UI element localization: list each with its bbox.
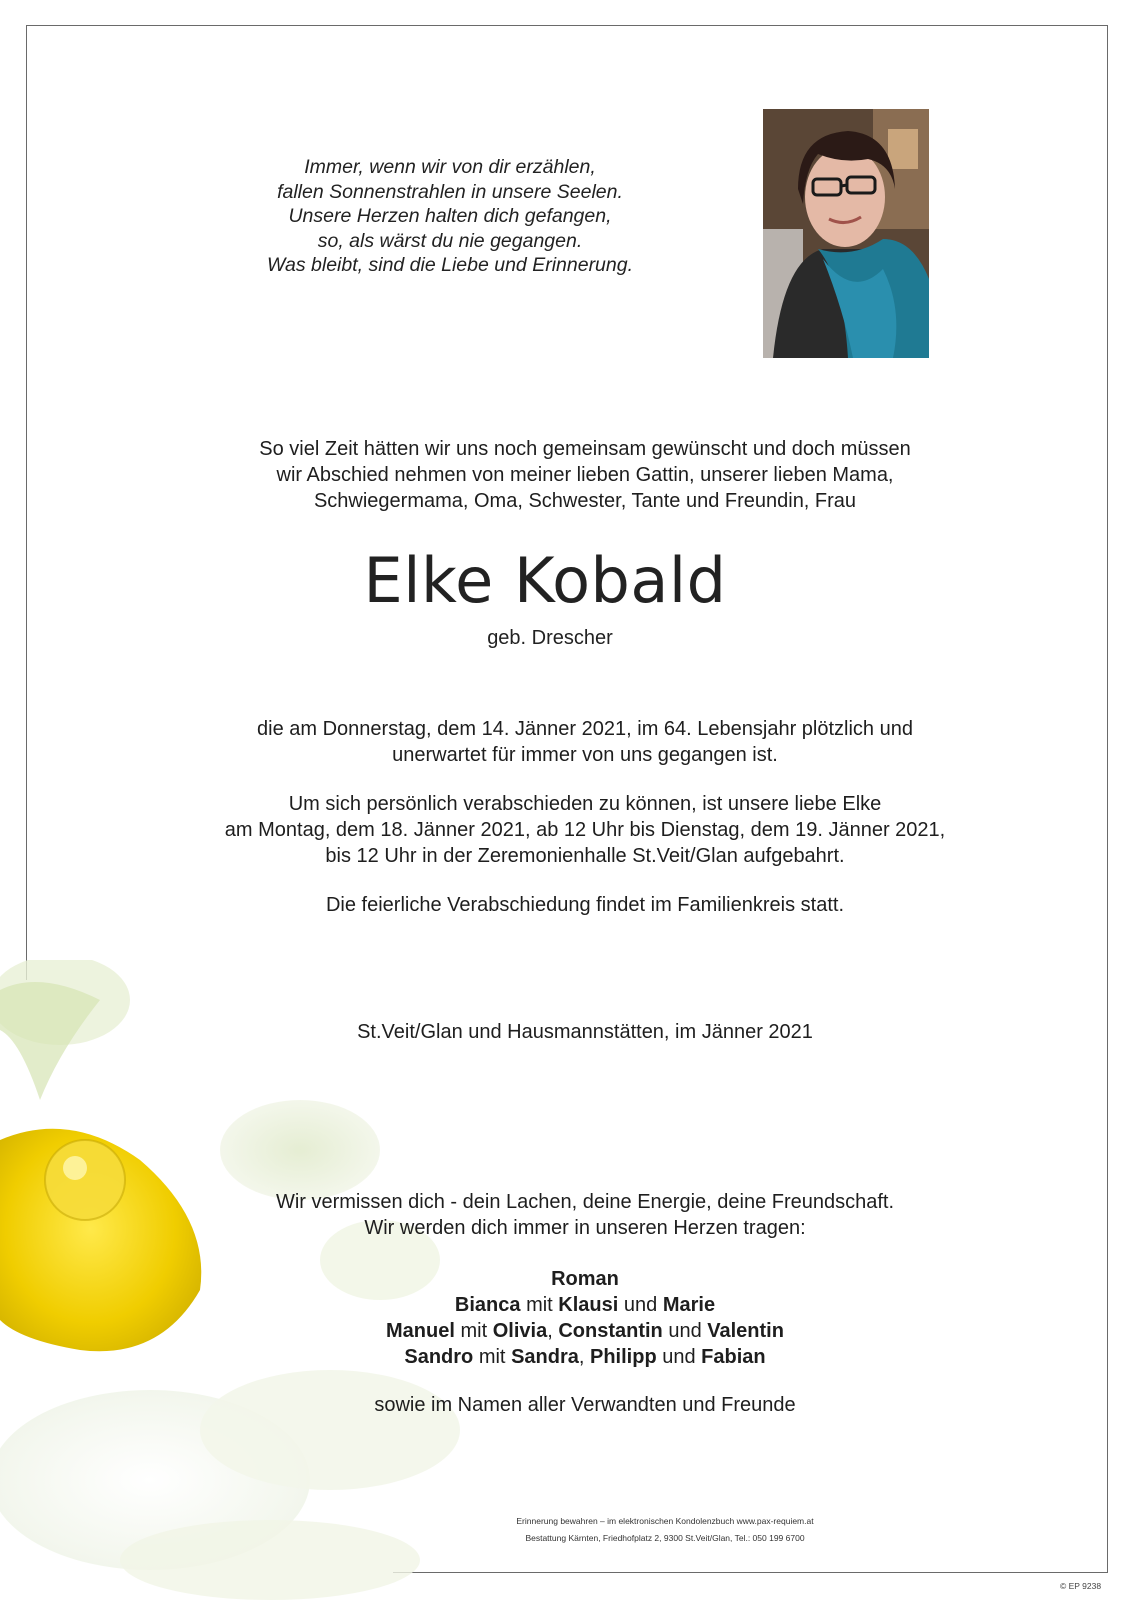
wake-notice [120, 791, 1050, 869]
place-and-date: St.Veit/Glan und Hausmannstätten, im Jänner 2021 [357, 1021, 813, 1043]
relatives-note: sowie im Namen aller Verwandten und Freunde [374, 1394, 796, 1416]
connector-text: und [623, 1294, 658, 1316]
family-member: Klausi [558, 1294, 619, 1316]
connector-text: mit [460, 1320, 488, 1342]
family-line-2 [120, 1292, 1050, 1318]
connector-text: mit [526, 1294, 553, 1316]
poem-line: Was bleibt, sind die Liebe und Erinnerung. [266, 254, 634, 276]
memorial-poem [230, 155, 670, 278]
family-member: Sandro [404, 1346, 474, 1368]
connector-text: und [668, 1320, 702, 1342]
frame-bottom-line [393, 1572, 1108, 1573]
miss-you-line: Wir vermissen dich - dein Lachen, deine Energie, deine Freundschaft. [275, 1191, 895, 1213]
connector-text: , [547, 1320, 553, 1342]
connector-text: , [578, 1346, 585, 1368]
portrait-photo [763, 109, 929, 358]
deceased-name: Elke Kobald [363, 544, 727, 617]
family-signatures [120, 1266, 1050, 1370]
family-line-1 [120, 1266, 1050, 1292]
death-notice-line: die am Donnerstag, dem 14. Jänner 2021, im 64. Lebensjahr plötzlich und [257, 718, 913, 740]
connector-text: und [662, 1346, 696, 1368]
poem-line: Unsere Herzen halten dich gefangen, [288, 205, 612, 227]
farewell-notice: Die feierliche Verabschiedung findet im Familienkreis statt. [325, 894, 845, 916]
frame-right-line [1107, 25, 1108, 1572]
connector-text: mit [478, 1346, 506, 1368]
wake-notice-line: Um sich persönlich verabschieden zu können, ist unsere liebe Elke [288, 793, 882, 815]
family-member: Fabian [701, 1346, 766, 1368]
family-line-3 [120, 1318, 1050, 1344]
wake-notice-line: bis 12 Uhr in der Zeremonienhalle St.Veit/Glan aufgebahrt. [325, 845, 845, 867]
family-member: Olivia [492, 1320, 548, 1342]
intro-text [120, 436, 1050, 514]
intro-line: Schwiegermama, Oma, Schwester, Tante und Freundin, Frau [313, 490, 857, 512]
footer-address-line: Bestattung Kärnten, Friedhofplatz 2, 9300 St.Veit/Glan, Tel.: 050 199 6700 [525, 1533, 805, 1543]
wake-notice-line: am Montag, dem 18. Jänner 2021, ab 12 Uhr bis Dienstag, dem 19. Jänner 2021, [224, 819, 946, 841]
family-member: Constantin [558, 1320, 663, 1342]
family-member: Philipp [590, 1346, 657, 1368]
poem-line: fallen Sonnenstrahlen in unsere Seelen. [277, 180, 623, 203]
death-notice [120, 716, 1050, 768]
intro-line: wir Abschied nehmen von meiner lieben Gattin, unserer lieben Mama, [276, 464, 894, 486]
miss-you-text [120, 1189, 1050, 1241]
miss-you-line: Wir werden dich immer in unseren Herzen tragen: [364, 1217, 806, 1239]
document-code: © EP 9238 [1060, 1581, 1102, 1591]
family-member: Marie [662, 1294, 716, 1316]
family-member: Roman [551, 1268, 619, 1290]
family-member: Sandra [511, 1346, 579, 1368]
footer-condolence-line: Erinnerung bewahren – im elektronischen Kondolenzbuch www.pax-requiem.at [516, 1516, 814, 1526]
family-member: Valentin [707, 1320, 784, 1342]
frame-top-line [26, 25, 1108, 26]
birth-name: geb. Drescher [487, 627, 613, 649]
intro-line: So viel Zeit hätten wir uns noch gemeinsam gewünscht und doch müssen [259, 438, 911, 460]
family-line-4 [120, 1344, 1050, 1370]
footer-info [400, 1513, 930, 1547]
poem-line: so, als wärst du nie gegangen. [317, 229, 583, 252]
frame-left-line [26, 25, 27, 980]
family-member: Manuel [386, 1320, 455, 1342]
death-notice-line: unerwartet für immer von uns gegangen ist. [392, 744, 778, 766]
family-member: Bianca [454, 1294, 521, 1316]
poem-line: Immer, wenn wir von dir erzählen, [304, 156, 596, 178]
